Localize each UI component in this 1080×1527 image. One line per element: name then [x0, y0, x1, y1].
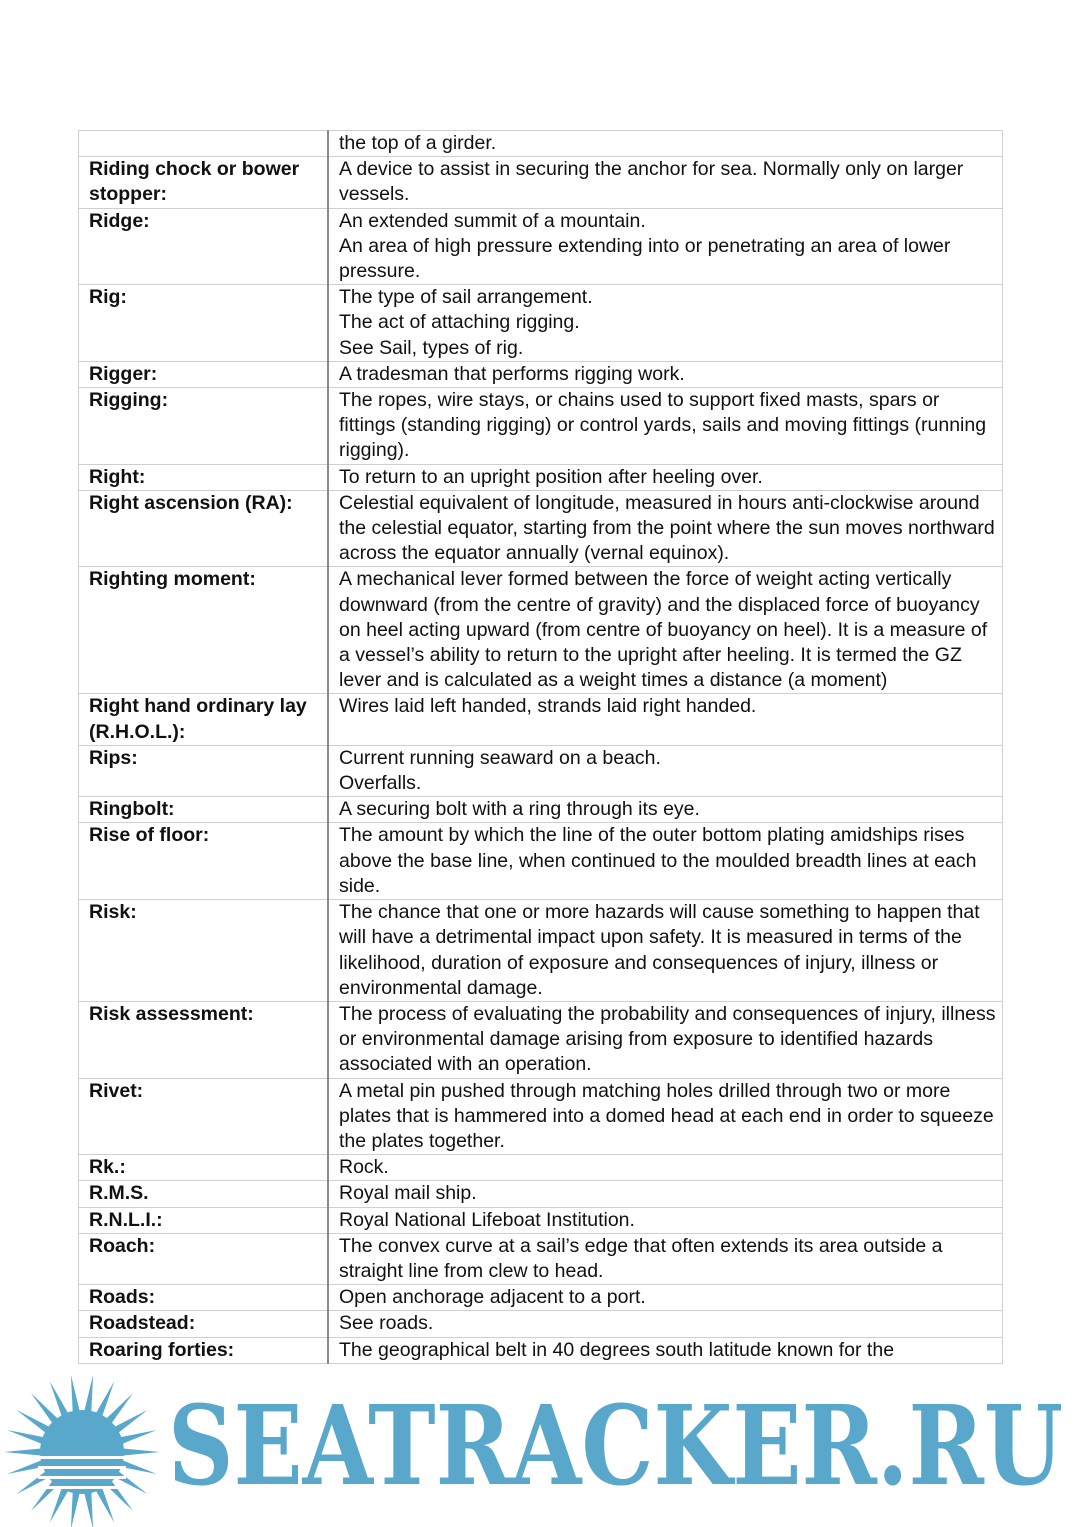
- definition-line: See Sail, types of rig.: [339, 336, 524, 359]
- sun-ray: [50, 1487, 69, 1523]
- glossary-term: Rigging:: [79, 388, 329, 465]
- definition-line: Rock.: [339, 1156, 389, 1179]
- definition-line: Overfalls.: [339, 772, 422, 795]
- glossary-definition: [328, 1233, 1003, 1284]
- glossary-term: Rise of floor:: [79, 823, 329, 900]
- definition-line: A metal pin pushed through matching holes drilled through two or more plates that is hammered into a domed head at each end in order to squeeze the plates together.: [339, 1079, 994, 1152]
- glossary-row: [79, 797, 1003, 823]
- glossary-term: R.M.S.: [79, 1181, 329, 1207]
- glossary-term: Riding chock or bower stopper:: [79, 157, 329, 208]
- sun-ray: [84, 1375, 93, 1413]
- definition-line: The amount by which the line of the outer bottom plating amidships rises above the base line, when continued to the moulded breadth lines at each side.: [339, 824, 977, 897]
- glossary-term: Righting moment:: [79, 567, 329, 694]
- glossary-definition: [328, 388, 1003, 465]
- sun-ray: [71, 1375, 80, 1413]
- glossary-definition: [328, 567, 1003, 694]
- glossary-term: Rivet:: [79, 1078, 329, 1155]
- glossary-definition: [328, 1207, 1003, 1233]
- glossary-row: [79, 745, 1003, 796]
- glossary-row: [79, 1078, 1003, 1155]
- glossary-row: [79, 900, 1003, 1002]
- definition-line: Open anchorage adjacent to a port.: [339, 1286, 646, 1309]
- definition-line: A tradesman that performs rigging work.: [339, 362, 685, 385]
- definition-line: See roads.: [339, 1312, 434, 1335]
- definition-line: The convex curve at a sail’s edge that often extends its area outside a straight line from clew to head.: [339, 1234, 943, 1282]
- glossary-row: [79, 1001, 1003, 1078]
- glossary-row: [79, 1207, 1003, 1233]
- glossary-row: [79, 285, 1003, 362]
- glossary-term: Rig:: [79, 285, 329, 362]
- glossary-term: Rk.:: [79, 1155, 329, 1181]
- definition-line: Royal National Lifeboat Institution.: [339, 1208, 635, 1231]
- sun-disc: [40, 1410, 124, 1494]
- definition-line: A device to assist in securing the anchor for sea. Normally only on larger vessels.: [339, 158, 964, 206]
- glossary-definition: [328, 131, 1003, 157]
- sun-wave-line: [38, 1466, 126, 1469]
- definition-line: An extended summit of a mountain.: [339, 209, 646, 232]
- sun-ray: [7, 1430, 45, 1444]
- glossary-definition: [328, 1311, 1003, 1337]
- glossary-definition: [328, 900, 1003, 1002]
- definition-line: The ropes, wire stays, or chains used to support fixed masts, spars or fittings (standing rigging) or control yards, sails and moving fittings (running rigging).: [339, 389, 987, 462]
- sun-ray: [16, 1471, 50, 1495]
- glossary-definition: [328, 694, 1003, 745]
- sun-ray: [122, 1448, 160, 1455]
- glossary-row: [79, 464, 1003, 490]
- definition-line: The act of attaching rigging.: [339, 311, 580, 334]
- definition-line: The chance that one or more hazards will cause something to happen that will have a detrimental impact upon safety. It is measured in terms of the likelihood, duration of exposure and consequences of injury, illness or environmental damage.: [339, 901, 980, 999]
- glossary-term: Right:: [79, 464, 329, 490]
- glossary-definition: [328, 157, 1003, 208]
- sun-wave-line: [38, 1456, 126, 1459]
- sun-ray: [50, 1381, 69, 1417]
- glossary-term: Ringbolt:: [79, 797, 329, 823]
- glossary-term: Roads:: [79, 1285, 329, 1311]
- glossary-definition: [328, 361, 1003, 387]
- glossary-term: R.N.L.I.:: [79, 1207, 329, 1233]
- glossary-term: Roadstead:: [79, 1311, 329, 1337]
- glossary-row: [79, 490, 1003, 567]
- definition-line: Royal mail ship.: [339, 1182, 477, 1205]
- glossary-term: Right ascension (RA):: [79, 490, 329, 567]
- sun-ray: [16, 1410, 50, 1434]
- glossary-term: Risk assessment:: [79, 1001, 329, 1078]
- glossary-term: [79, 131, 329, 157]
- glossary-definition: [328, 823, 1003, 900]
- glossary-definition: [328, 1181, 1003, 1207]
- glossary-definition: [328, 1078, 1003, 1155]
- definition-line: An area of high pressure extending into or penetrating an area of lower pressure.: [339, 234, 951, 283]
- definition-line: To return to an upright position after heeling over.: [339, 465, 763, 488]
- glossary-row: [79, 1285, 1003, 1311]
- glossary-row: [79, 1337, 1003, 1363]
- glossary-definition: [328, 745, 1003, 796]
- sun-icon: [4, 1375, 160, 1527]
- sun-ray: [114, 1471, 148, 1495]
- glossary-table: [78, 130, 1003, 1364]
- definition-line: Celestial equivalent of longitude, measured in hours anti-clockwise around the celestial equator, starting from the point where the sun moves northward across the equator annually (vernal equinox).: [339, 491, 995, 565]
- sun-ray: [71, 1491, 80, 1527]
- glossary-definition: [328, 464, 1003, 490]
- glossary-row: [79, 567, 1003, 694]
- sun-ray: [4, 1448, 42, 1455]
- glossary-term: Rigger:: [79, 361, 329, 387]
- glossary-definition: [328, 1001, 1003, 1078]
- sun-ray: [119, 1430, 157, 1444]
- glossary-row: [79, 131, 1003, 157]
- definition-line: The type of sail arrangement.: [339, 286, 593, 309]
- glossary-definition: [328, 797, 1003, 823]
- glossary-body: [79, 131, 1003, 1364]
- sun-ray: [95, 1381, 114, 1417]
- glossary-row: [79, 388, 1003, 465]
- definition-line: The process of evaluating the probability and consequences of injury, illness or environmental damage arising from exposure to identified hazards associated with an operation.: [339, 1002, 996, 1076]
- definition-line: A mechanical lever formed between the force of weight acting vertically downward (from the centre of gravity) and the displaced force of buoyancy on heel acting upward (from centre of buoyancy on heel). It is a measure of a vessel’s ability to return to the upright after heeling. It is termed the GZ lever and is calculated as a weight times a distance (a moment): [339, 568, 988, 692]
- definition-line: Wires laid left handed, strands laid right handed.: [339, 695, 757, 718]
- glossary-term: Roach:: [79, 1233, 329, 1284]
- glossary-term: Right hand ordinary lay (R.H.O.L.):: [79, 694, 329, 745]
- sun-ray: [95, 1487, 114, 1523]
- glossary-row: [79, 157, 1003, 208]
- glossary-term: Risk:: [79, 900, 329, 1002]
- glossary-term: Ridge:: [79, 208, 329, 285]
- glossary-row: [79, 1155, 1003, 1181]
- sun-wave-line: [38, 1486, 126, 1489]
- glossary-definition: [328, 1155, 1003, 1181]
- watermark-text: SEATRACKER.RU: [168, 1381, 1063, 1510]
- glossary-definition: [328, 1337, 1003, 1363]
- definition-line: Current running seaward on a beach.: [339, 746, 661, 769]
- glossary-row: [79, 823, 1003, 900]
- glossary-row: [79, 1181, 1003, 1207]
- sun-ray: [84, 1491, 93, 1527]
- glossary-row: [79, 1233, 1003, 1284]
- glossary-definition: [328, 1285, 1003, 1311]
- definition-line: The geographical belt in 40 degrees south latitude known for the: [339, 1338, 895, 1361]
- glossary-term: Roaring forties:: [79, 1337, 329, 1363]
- definition-line: the top of a girder.: [339, 132, 497, 154]
- glossary-definition: [328, 490, 1003, 567]
- glossary-row: [79, 1311, 1003, 1337]
- glossary-row: [79, 361, 1003, 387]
- sun-wave-line: [38, 1476, 126, 1479]
- glossary-row: [79, 208, 1003, 285]
- glossary-definition: [328, 208, 1003, 285]
- glossary-row: [79, 694, 1003, 745]
- glossary-term: Rips:: [79, 745, 329, 796]
- definition-line: A securing bolt with a ring through its eye.: [339, 798, 700, 821]
- watermark-logo: [0, 1372, 1080, 1527]
- glossary-definition: [328, 285, 1003, 362]
- sun-ray: [114, 1410, 148, 1434]
